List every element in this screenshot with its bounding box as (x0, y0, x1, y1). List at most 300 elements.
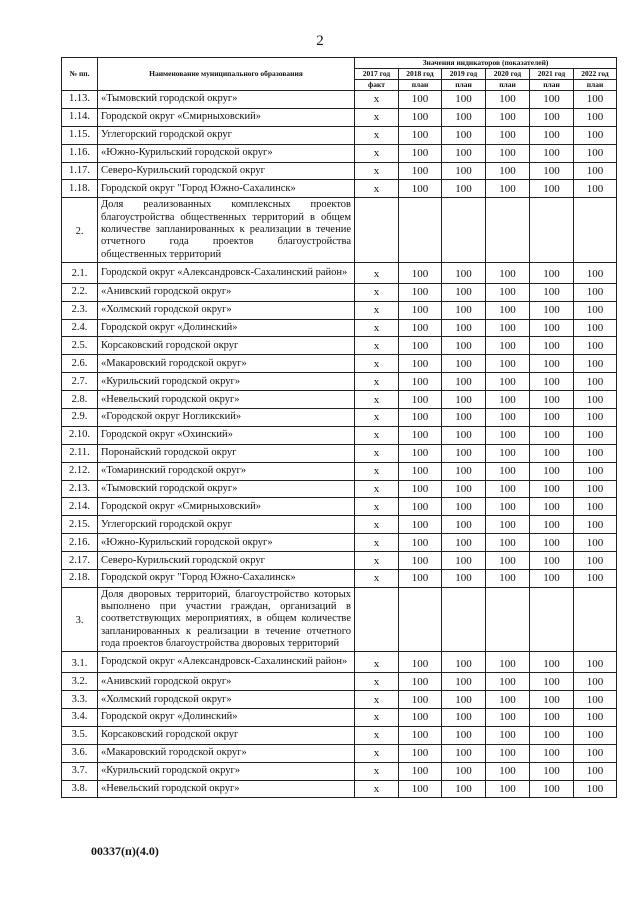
value-plan: 100 (399, 691, 442, 709)
municipality-name: «Холмский городской округ» (98, 301, 355, 319)
value-plan: 100 (530, 319, 574, 337)
value-plan (399, 198, 442, 262)
value-plan: 100 (574, 652, 617, 673)
value-plan: 100 (574, 709, 617, 727)
value-2017: x (355, 408, 399, 426)
value-plan: 100 (574, 534, 617, 552)
value-plan: 100 (486, 744, 530, 762)
table-row (62, 673, 617, 691)
value-plan: 100 (486, 337, 530, 355)
row-number: 2.12. (62, 462, 98, 480)
value-plan: 100 (442, 108, 486, 126)
table-row (62, 262, 617, 283)
value-plan: 100 (530, 301, 574, 319)
value-plan: 100 (574, 301, 617, 319)
municipality-name: «Городской округ Ногликский» (98, 408, 355, 426)
value-plan: 100 (399, 373, 442, 391)
value-plan: 100 (530, 162, 574, 180)
row-number: 3.7. (62, 762, 98, 780)
municipality-name: «Южно-Курильский городской округ» (98, 534, 355, 552)
value-plan: 100 (442, 534, 486, 552)
municipality-name: Городской округ «Александровск-Сахалинский район» (98, 652, 355, 673)
value-plan: 100 (486, 552, 530, 570)
municipality-name: Городской округ «Смирныховский» (98, 498, 355, 516)
table-row (62, 91, 617, 109)
header-year: 2018 год (399, 69, 442, 80)
value-plan: 100 (399, 726, 442, 744)
value-plan: 100 (574, 480, 617, 498)
municipality-name: Городской округ "Город Южно-Сахалинск» (98, 569, 355, 587)
value-2017: x (355, 462, 399, 480)
value-2017: x (355, 391, 399, 409)
value-plan: 100 (574, 516, 617, 534)
value-plan: 100 (399, 108, 442, 126)
value-2017: x (355, 337, 399, 355)
table-row (62, 762, 617, 780)
table-row (62, 462, 617, 480)
value-plan: 100 (442, 652, 486, 673)
header-sub: план (486, 80, 530, 91)
row-number: 3.6. (62, 744, 98, 762)
document-code: 00337(п)(4.0) (91, 844, 159, 858)
table-row (62, 144, 617, 162)
municipality-name: Поронайский городской округ (98, 444, 355, 462)
value-plan: 100 (399, 337, 442, 355)
municipality-name: Углегорский городской округ (98, 516, 355, 534)
header-year: 2019 год (442, 69, 486, 80)
table-header (62, 58, 617, 91)
row-number: 2.14. (62, 498, 98, 516)
value-plan: 100 (442, 319, 486, 337)
municipality-name: Северо-Курильский городской округ (98, 162, 355, 180)
header-sub: план (574, 80, 617, 91)
row-number: 2.9. (62, 408, 98, 426)
value-2017: x (355, 709, 399, 727)
value-plan: 100 (442, 355, 486, 373)
value-plan: 100 (442, 480, 486, 498)
table-row (62, 180, 617, 198)
value-2017: x (355, 744, 399, 762)
value-plan: 100 (442, 762, 486, 780)
table-row (62, 480, 617, 498)
value-plan: 100 (530, 408, 574, 426)
section-row (62, 198, 617, 262)
table-row (62, 569, 617, 587)
value-2017: x (355, 552, 399, 570)
table-row (62, 691, 617, 709)
value-plan: 100 (442, 744, 486, 762)
value-plan: 100 (530, 709, 574, 727)
table-row (62, 162, 617, 180)
municipality-name: «Курильский городской округ» (98, 373, 355, 391)
table-row (62, 391, 617, 409)
row-number: 2.13. (62, 480, 98, 498)
municipality-name: «Анивский городской округ» (98, 673, 355, 691)
row-number: 2.8. (62, 391, 98, 409)
value-plan (486, 587, 530, 651)
table-row (62, 355, 617, 373)
value-2017 (355, 198, 399, 262)
row-number: 3. (62, 587, 98, 651)
value-plan: 100 (486, 180, 530, 198)
row-number: 1.18. (62, 180, 98, 198)
value-plan: 100 (486, 780, 530, 798)
row-number: 2.6. (62, 355, 98, 373)
municipality-name: «Макаровский городской округ» (98, 744, 355, 762)
value-plan: 100 (574, 552, 617, 570)
value-plan: 100 (486, 391, 530, 409)
value-plan: 100 (486, 762, 530, 780)
value-plan: 100 (574, 426, 617, 444)
value-plan: 100 (574, 319, 617, 337)
table-row (62, 408, 617, 426)
value-plan: 100 (574, 144, 617, 162)
municipality-name: «Южно-Курильский городской округ» (98, 144, 355, 162)
value-plan: 100 (574, 108, 617, 126)
value-plan: 100 (442, 262, 486, 283)
header-year: 2017 год (355, 69, 399, 80)
value-plan: 100 (486, 498, 530, 516)
value-plan (442, 587, 486, 651)
value-2017: x (355, 480, 399, 498)
table-row (62, 108, 617, 126)
municipality-name: Доля реализованных комплексных проектов благоустройства общественных территорий в общем количестве запланированных к реализации в течение отчетного года проектов благоустройства общественных территорий (98, 198, 355, 262)
header-year: 2021 год (530, 69, 574, 80)
value-plan: 100 (486, 652, 530, 673)
value-plan: 100 (530, 780, 574, 798)
municipality-name: Городской округ «Александровск-Сахалинский район» (98, 262, 355, 283)
row-number: 2.5. (62, 337, 98, 355)
value-plan: 100 (574, 462, 617, 480)
value-plan: 100 (442, 301, 486, 319)
row-number: 3.2. (62, 673, 98, 691)
value-plan: 100 (486, 144, 530, 162)
row-number: 1.15. (62, 126, 98, 144)
value-plan: 100 (399, 426, 442, 444)
row-number: 2.11. (62, 444, 98, 462)
row-number: 3.3. (62, 691, 98, 709)
value-plan: 100 (574, 91, 617, 109)
table-row (62, 283, 617, 301)
value-plan: 100 (442, 444, 486, 462)
value-plan: 100 (530, 691, 574, 709)
value-plan: 100 (574, 498, 617, 516)
value-plan: 100 (442, 126, 486, 144)
value-plan: 100 (399, 144, 442, 162)
value-plan: 100 (399, 744, 442, 762)
municipality-name: Городской округ «Долинский» (98, 319, 355, 337)
value-plan (442, 198, 486, 262)
value-plan: 100 (486, 462, 530, 480)
value-plan: 100 (486, 91, 530, 109)
value-2017: x (355, 569, 399, 587)
value-plan: 100 (399, 262, 442, 283)
value-plan (530, 198, 574, 262)
row-number: 1.13. (62, 91, 98, 109)
value-plan: 100 (486, 480, 530, 498)
value-2017: x (355, 780, 399, 798)
municipality-name: Северо-Курильский городской округ (98, 552, 355, 570)
value-plan: 100 (486, 726, 530, 744)
value-plan: 100 (399, 780, 442, 798)
table-row (62, 534, 617, 552)
value-plan: 100 (442, 373, 486, 391)
row-number: 1.16. (62, 144, 98, 162)
value-plan: 100 (530, 673, 574, 691)
value-plan: 100 (442, 462, 486, 480)
value-plan: 100 (574, 726, 617, 744)
value-plan: 100 (530, 108, 574, 126)
value-plan: 100 (399, 462, 442, 480)
value-plan: 100 (574, 126, 617, 144)
value-2017: x (355, 652, 399, 673)
value-plan: 100 (442, 162, 486, 180)
value-plan: 100 (530, 552, 574, 570)
value-2017: x (355, 262, 399, 283)
table-row (62, 319, 617, 337)
header-sub: план (530, 80, 574, 91)
table-row (62, 337, 617, 355)
row-number: 2.15. (62, 516, 98, 534)
value-plan: 100 (442, 283, 486, 301)
value-plan: 100 (574, 180, 617, 198)
value-plan: 100 (399, 91, 442, 109)
value-plan: 100 (530, 283, 574, 301)
value-2017: x (355, 355, 399, 373)
row-number: 2. (62, 198, 98, 262)
value-plan: 100 (574, 444, 617, 462)
value-plan: 100 (442, 180, 486, 198)
value-2017: x (355, 301, 399, 319)
value-2017: x (355, 373, 399, 391)
value-plan: 100 (442, 391, 486, 409)
value-plan: 100 (442, 726, 486, 744)
value-plan: 100 (574, 262, 617, 283)
value-plan: 100 (530, 337, 574, 355)
value-2017: x (355, 283, 399, 301)
row-number: 2.10. (62, 426, 98, 444)
value-plan: 100 (486, 516, 530, 534)
value-plan: 100 (574, 373, 617, 391)
municipality-name: «Невельский городской округ» (98, 780, 355, 798)
header-year: 2020 год (486, 69, 530, 80)
header-year: 2022 год (574, 69, 617, 80)
value-plan: 100 (530, 744, 574, 762)
value-plan: 100 (574, 408, 617, 426)
municipality-name: Доля дворовых территорий, благоустройство которых выполнено при участии граждан, организаций в соответствующих мероприятиях, в общем количестве запланированных к реализации в течение отчетного года проектов благоустройства дворовых территорий (98, 587, 355, 651)
value-plan: 100 (399, 552, 442, 570)
value-plan: 100 (486, 534, 530, 552)
value-2017: x (355, 444, 399, 462)
header-sub: план (442, 80, 486, 91)
value-plan: 100 (486, 444, 530, 462)
value-plan: 100 (574, 391, 617, 409)
table-row (62, 426, 617, 444)
value-plan: 100 (399, 391, 442, 409)
municipality-name: Городской округ «Охинский» (98, 426, 355, 444)
municipality-name: Городской округ «Долинский» (98, 709, 355, 727)
row-number: 2.17. (62, 552, 98, 570)
row-number: 1.14. (62, 108, 98, 126)
municipality-name: «Анивский городской округ» (98, 283, 355, 301)
row-number: 3.4. (62, 709, 98, 727)
municipality-name: «Макаровский городской округ» (98, 355, 355, 373)
value-plan: 100 (530, 534, 574, 552)
header-indicators: Значения индикаторов (показателей) (355, 58, 617, 69)
value-plan: 100 (442, 691, 486, 709)
value-plan: 100 (486, 126, 530, 144)
value-plan: 100 (442, 780, 486, 798)
section-row (62, 587, 617, 651)
value-2017: x (355, 91, 399, 109)
value-plan: 100 (486, 373, 530, 391)
table-row (62, 652, 617, 673)
row-number: 3.1. (62, 652, 98, 673)
row-number: 2.3. (62, 301, 98, 319)
value-plan: 100 (442, 498, 486, 516)
value-plan: 100 (442, 569, 486, 587)
value-2017: x (355, 126, 399, 144)
value-plan: 100 (399, 180, 442, 198)
value-plan: 100 (399, 283, 442, 301)
value-plan: 100 (399, 408, 442, 426)
value-2017: x (355, 691, 399, 709)
value-2017: x (355, 516, 399, 534)
value-plan: 100 (442, 709, 486, 727)
value-2017: x (355, 726, 399, 744)
table-row (62, 444, 617, 462)
table-row (62, 552, 617, 570)
value-plan (399, 587, 442, 651)
value-plan: 100 (486, 319, 530, 337)
value-2017: x (355, 144, 399, 162)
value-plan: 100 (530, 462, 574, 480)
value-plan (530, 587, 574, 651)
table-row (62, 498, 617, 516)
value-plan: 100 (530, 498, 574, 516)
header-num: № пп. (62, 58, 98, 91)
row-number: 1.17. (62, 162, 98, 180)
value-2017 (355, 587, 399, 651)
value-plan: 100 (574, 337, 617, 355)
value-plan: 100 (442, 673, 486, 691)
municipality-name: «Тымовский городской округ» (98, 480, 355, 498)
value-2017: x (355, 180, 399, 198)
value-plan: 100 (574, 283, 617, 301)
table-row (62, 744, 617, 762)
value-plan: 100 (486, 355, 530, 373)
municipality-name: «Курильский городской округ» (98, 762, 355, 780)
header-name: Наименование муниципального образования (98, 58, 355, 91)
value-plan: 100 (399, 673, 442, 691)
value-plan: 100 (530, 444, 574, 462)
value-2017: x (355, 762, 399, 780)
value-plan: 100 (530, 373, 574, 391)
header-sub: факт (355, 80, 399, 91)
value-plan: 100 (530, 480, 574, 498)
value-plan: 100 (530, 516, 574, 534)
municipality-name: Городской округ «Смирныховский» (98, 108, 355, 126)
value-plan: 100 (530, 91, 574, 109)
value-plan: 100 (442, 337, 486, 355)
value-plan: 100 (486, 301, 530, 319)
value-2017: x (355, 319, 399, 337)
value-plan: 100 (486, 108, 530, 126)
value-plan: 100 (574, 162, 617, 180)
value-plan: 100 (442, 552, 486, 570)
value-plan: 100 (530, 762, 574, 780)
value-plan: 100 (486, 691, 530, 709)
row-number: 2.2. (62, 283, 98, 301)
page-number: 2 (316, 33, 324, 49)
value-plan: 100 (399, 480, 442, 498)
value-plan (574, 198, 617, 262)
municipality-name: «Тымовский городской округ» (98, 91, 355, 109)
value-plan: 100 (574, 569, 617, 587)
value-plan: 100 (442, 144, 486, 162)
table-row (62, 126, 617, 144)
table-row (62, 726, 617, 744)
value-plan: 100 (399, 319, 442, 337)
row-number: 2.16. (62, 534, 98, 552)
table-body (62, 91, 617, 798)
value-plan: 100 (486, 569, 530, 587)
municipality-name: «Холмский городской округ» (98, 691, 355, 709)
row-number: 2.4. (62, 319, 98, 337)
value-plan: 100 (530, 180, 574, 198)
row-number: 3.8. (62, 780, 98, 798)
value-plan: 100 (574, 762, 617, 780)
value-plan: 100 (486, 262, 530, 283)
table-row (62, 516, 617, 534)
value-plan: 100 (399, 709, 442, 727)
value-plan: 100 (530, 126, 574, 144)
value-2017: x (355, 673, 399, 691)
value-plan: 100 (399, 301, 442, 319)
value-plan: 100 (486, 408, 530, 426)
value-plan: 100 (530, 569, 574, 587)
value-plan: 100 (399, 444, 442, 462)
table-row (62, 301, 617, 319)
value-plan: 100 (399, 498, 442, 516)
value-plan: 100 (530, 426, 574, 444)
value-plan: 100 (574, 691, 617, 709)
row-number: 2.18. (62, 569, 98, 587)
value-2017: x (355, 498, 399, 516)
value-plan: 100 (574, 744, 617, 762)
indicators-table-wrapper (61, 57, 617, 798)
indicators-table (61, 57, 617, 798)
municipality-name: Корсаковский городской округ (98, 337, 355, 355)
value-plan: 100 (399, 569, 442, 587)
value-plan: 100 (530, 726, 574, 744)
row-number: 2.7. (62, 373, 98, 391)
municipality-name: Углегорский городской округ (98, 126, 355, 144)
value-plan: 100 (530, 144, 574, 162)
value-plan (574, 587, 617, 651)
municipality-name: «Невельский городской округ» (98, 391, 355, 409)
value-2017: x (355, 534, 399, 552)
value-plan: 100 (530, 262, 574, 283)
value-plan: 100 (530, 652, 574, 673)
value-2017: x (355, 162, 399, 180)
value-plan: 100 (530, 391, 574, 409)
row-number: 3.5. (62, 726, 98, 744)
value-plan: 100 (574, 355, 617, 373)
value-plan: 100 (530, 355, 574, 373)
value-plan: 100 (399, 652, 442, 673)
value-2017: x (355, 108, 399, 126)
